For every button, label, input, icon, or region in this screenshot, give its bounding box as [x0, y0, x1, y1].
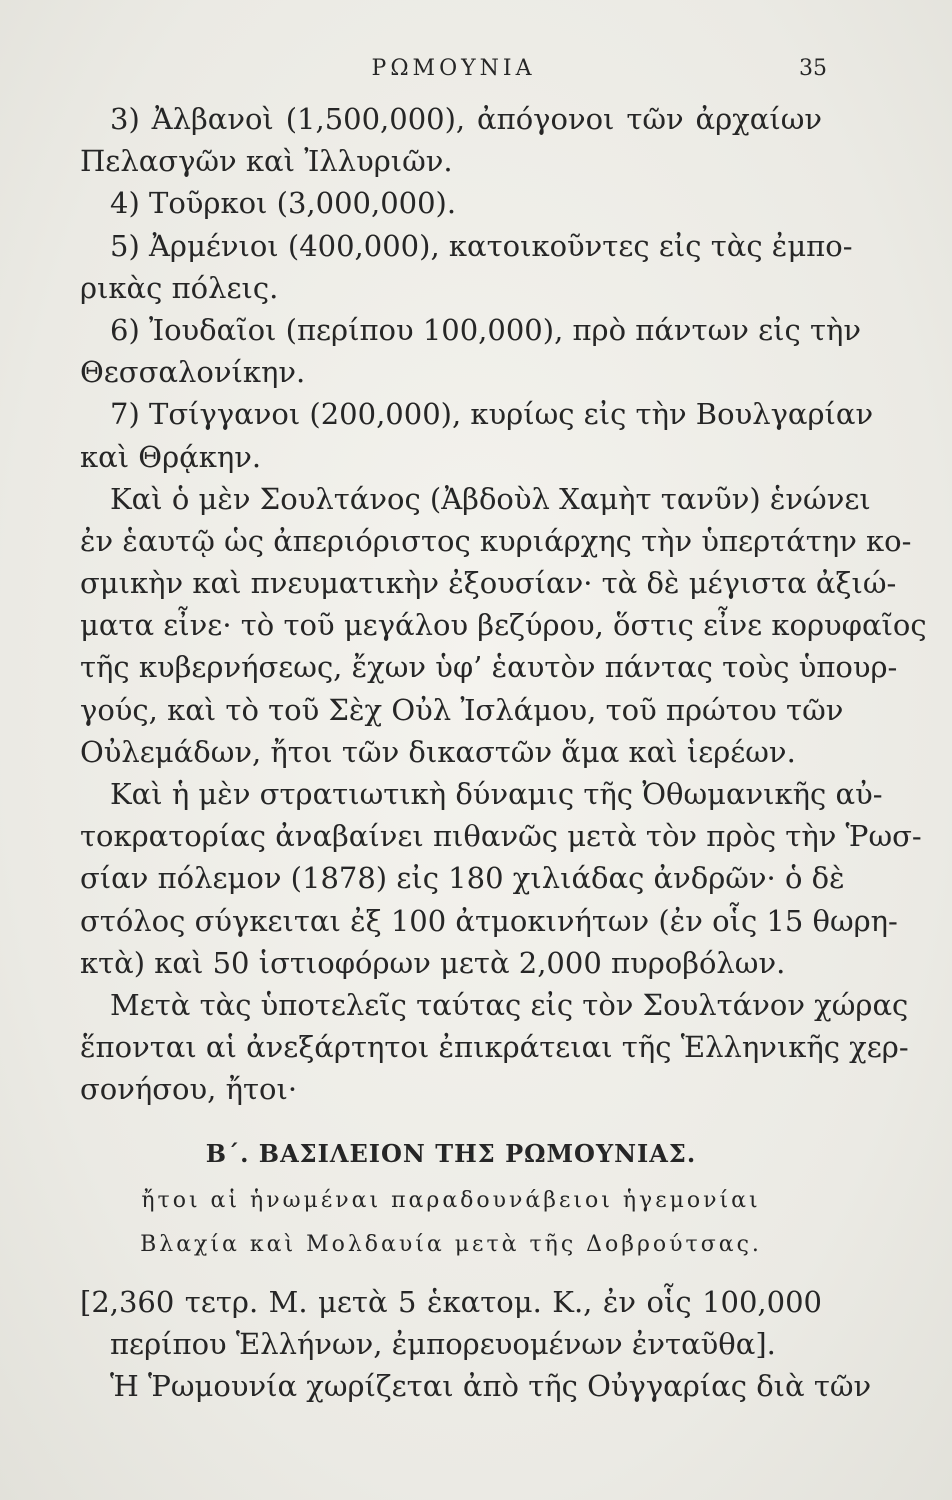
text-line: καὶ Θρᾴκην. [80, 439, 262, 474]
section-subtitle: Βλαχία καὶ Μολδαυία μετὰ τῆς Δοβρούτσας. [140, 1231, 762, 1257]
text-line: [2,360 τετρ. Μ. μετὰ 5 ἑκατομ. Κ., ἐν οἷς 100,000 [80, 1284, 822, 1319]
text-line: σίαν πόλεμον (1878) εἰς 180 χιλιάδας ἀνδρῶν· ὁ δὲ [80, 861, 845, 896]
text-line: τῆς κυβερνήσεως, ἔχων ὑφ’ ἑαυτὸν πάντας τοὺς ὑπουρ- [80, 650, 898, 685]
page-number: 35 [799, 56, 827, 81]
running-title: ΡΩΜΟΥΝΙΑ [371, 56, 536, 81]
section-heading: Β΄. ΒΑΣΙΛΕΙΟΝ ΤΗΣ ΡΩΜΟΥΝΙΑΣ. [205, 1138, 697, 1168]
text-line: Μετὰ τὰς ὑποτελεῖς ταύτας εἰς τὸν Σουλτάνον χώρας [110, 987, 909, 1022]
text-line: Θεσσαλονίκην. [80, 355, 306, 390]
text-line: 4) Τοῦρκοι (3,000,000). [110, 186, 457, 221]
text-line: στόλος σύγκειται ἐξ 100 ἀτμοκινήτων (ἐν οἷς 15 θωρη- [80, 903, 898, 938]
text-line: περίπου Ἑλλήνων, ἐμπορευομένων ἐνταῦθα]. [110, 1326, 776, 1361]
page-header [80, 52, 827, 92]
text-line: Ἡ Ῥωμουνία χωρίζεται ἀπὸ τῆς Οὐγγαρίας διὰ τῶν [110, 1368, 872, 1403]
text-line: 5) Ἀρμένιοι (400,000), κατοικοῦντες εἰς τὰς ἐμπο- [110, 228, 853, 263]
text-line: Καὶ ὁ μὲν Σουλτάνος (Ἀβδοὺλ Χαμὴτ τανῦν) ἑνώνει [110, 481, 871, 516]
text-line: τοκρατορίας ἀναβαίνει πιθανῶς μετὰ τὸν πρὸς τὴν Ῥωσ- [80, 819, 922, 854]
text-line: κτὰ) καὶ 50 ἱστιοφόρων μετὰ 2,000 πυροβόλων. [80, 945, 786, 980]
text-line: γούς, καὶ τὸ τοῦ Σὲχ Οὐλ Ἰσλάμου, τοῦ πρώτου τῶν [80, 692, 844, 727]
text-line: σονήσου, ἤτοι· [80, 1072, 298, 1107]
text-line: 7) Τσίγγανοι (200,000), κυρίως εἰς τὴν Βουλγαρίαν [110, 397, 874, 432]
body-text [80, 98, 927, 1407]
text-line: ματα εἶνε· τὸ τοῦ μεγάλου βεζύρου, ὅστις εἶνε κορυφαῖος [80, 608, 927, 643]
text-line: ἕπονται αἱ ἀνεξάρτητοι ἐπικράτειαι τῆς Ἑλληνικῆς χερ- [80, 1030, 909, 1065]
text-line: Οὐλεμάδων, ἤτοι τῶν δικαστῶν ἅμα καὶ ἱερέων. [80, 734, 796, 769]
text-line: σμικὴν καὶ πνευματικὴν ἐξουσίαν· τὰ δὲ μέγιστα ἀξιώ- [80, 566, 897, 601]
text-line: 3) Ἀλβανοὶ (1,500,000), ἀπόγονοι τῶν ἀρχαίων [110, 102, 822, 136]
section-subtitle: ἤτοι αἱ ἡνωμέναι παραδουνάβειοι ἡγεμονίαι [141, 1187, 761, 1213]
text-line: Πελασγῶν καὶ Ἰλλυριῶν. [80, 144, 453, 179]
text-line: 6) Ἰουδαῖοι (περίπου 100,000), πρὸ πάντων εἰς τὴν [110, 312, 861, 347]
text-line: Καὶ ἡ μὲν στρατιωτικὴ δύναμις τῆς Ὀθωμανικῆς αὐ- [110, 777, 883, 811]
text-line: ἐν ἑαυτῷ ὡς ἀπεριόριστος κυριάρχης τὴν ὑπερτάτην κο- [80, 523, 912, 558]
text-line: ρικὰς πόλεις. [80, 270, 279, 305]
